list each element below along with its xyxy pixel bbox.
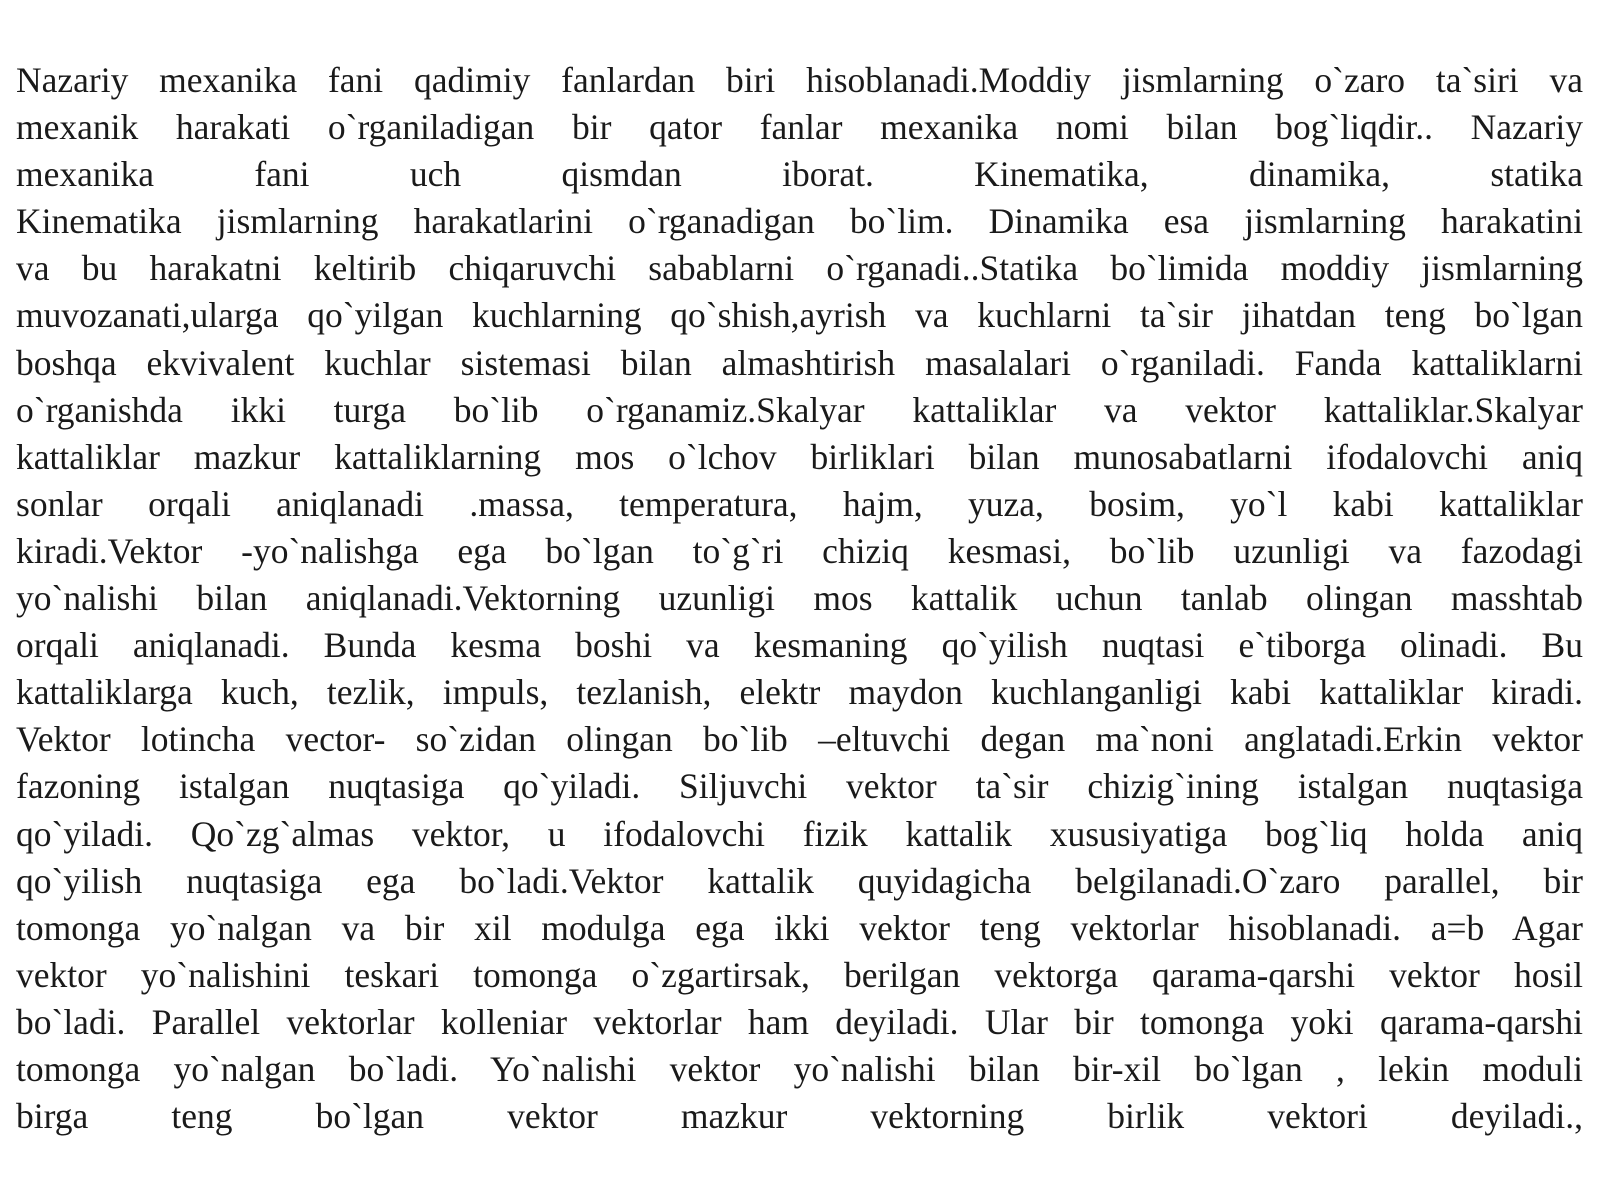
text-line-23: birga teng bo`lgan vektor mazkur vektorning birlik vektori deyiladi., xyxy=(16,1096,1583,1137)
text-line-4: Kinematika jismlarning harakatlarini o`rganadigan bo`lim. Dinamika esa jismlarning harakatini xyxy=(16,201,1583,242)
text-line-6: muvozanati,ularga qo`yilgan kuchlarning qo`shish,ayrish va kuchlarni ta`sir jihatdan teng bo`lgan xyxy=(16,295,1583,336)
text-line-8: o`rganishda ikki turga bo`lib o`rganamiz.Skalyar kattaliklar va vektor kattaliklar.Skalyar xyxy=(16,389,1583,430)
text-line-14: kattaliklarga kuch, tezlik, impuls, tezlanish, elektr maydon kuchlanganligi kabi kattaliklar kiradi. xyxy=(16,672,1583,713)
text-line-22: tomonga yo`nalgan bo`ladi. Yo`nalishi vektor yo`nalishi bilan bir-xil bo`lgan , lekin moduli xyxy=(16,1048,1583,1089)
text-line-12: yo`nalishi bilan aniqlanadi.Vektorning uzunligi mos kattalik uchun tanlab olingan masshtab xyxy=(16,578,1583,619)
text-line-16: fazoning istalgan nuqtasiga qo`yiladi. Siljuvchi vektor ta`sir chizig`ining istalgan nuqtasiga xyxy=(16,766,1583,807)
text-line-3: mexanika fani uch qismdan iborat. Kinematika, dinamika, statika xyxy=(16,154,1583,195)
text-line-2: mexanik harakati o`rganiladigan bir qator fanlar mexanika nomi bilan bog`liqdir.. Nazariy xyxy=(16,107,1583,148)
text-line-9: kattaliklar mazkur kattaliklarning mos o`lchov birliklari bilan munosabatlarni ifodalovchi aniq xyxy=(16,436,1583,477)
text-line-1: Nazariy mexanika fani qadimiy fanlardan biri hisoblanadi.Moddiy jismlarning o`zaro ta`siri va xyxy=(16,60,1583,100)
text-line-7: boshqa ekvivalent kuchlar sistemasi bilan almashtirish masalalari o`rganiladi. Fanda kattaliklarni xyxy=(16,342,1583,383)
text-line-19: tomonga yo`nalgan va bir xil modulga ega ikki vektor teng vektorlar hisoblanadi. a=b Agar xyxy=(16,907,1583,948)
text-line-20: vektor yo`nalishini teskari tomonga o`zgartirsak, berilgan vektorga qarama-qarshi vektor hosil xyxy=(16,954,1583,995)
text-line-15: Vektor lotincha vector- so`zidan olingan bo`lib –eltuvchi degan ma`noni anglatadi.Erkin vektor xyxy=(16,719,1583,760)
text-line-5: va bu harakatni keltirib chiqaruvchi sabablarni o`rganadi..Statika bo`limida moddiy jismlarning xyxy=(16,248,1583,289)
text-line-11: kiradi.Vektor -yo`nalishga ega bo`lgan to`g`ri chiziq kesmasi, bo`lib uzunligi va fazodagi xyxy=(16,530,1583,571)
document-body xyxy=(16,57,1583,1140)
text-line-21: bo`ladi. Parallel vektorlar kolleniar vektorlar ham deyiladi. Ular bir tomonga yoki qarama-qarshi xyxy=(16,1001,1583,1042)
text-line-13: orqali aniqlanadi. Bunda kesma boshi va kesmaning qo`yilish nuqtasi e`tiborga olinadi. Bu xyxy=(16,625,1583,666)
text-line-17: qo`yiladi. Qo`zg`almas vektor, u ifodalovchi fizik kattalik xususiyatiga bog`liq holda aniq xyxy=(16,813,1583,854)
text-line-10: sonlar orqali aniqlanadi .massa, temperatura, hajm, yuza, bosim, yo`l kabi kattaliklar xyxy=(16,483,1583,524)
text-line-18: qo`yilish nuqtasiga ega bo`ladi.Vektor kattalik quyidagicha belgilanadi.O`zaro parallel, bir xyxy=(16,860,1583,901)
